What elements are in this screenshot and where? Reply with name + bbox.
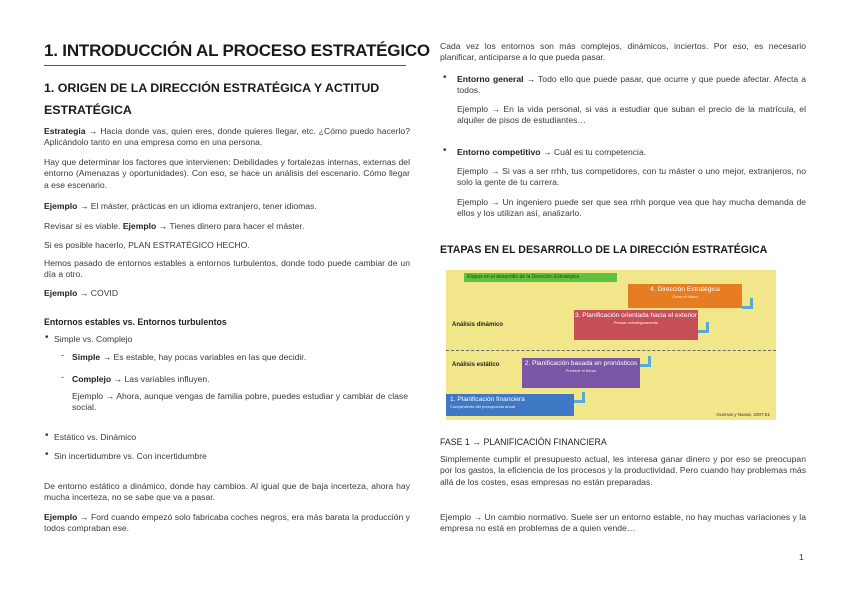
ejemplo-text: Tienes dinero para hacer el máster. xyxy=(167,221,305,231)
factores-paragraph: Hay que determinar los factores que intervienen: Debilidades y fortalezas internas, externas del entorno (Amenazas y oportunidades). Con eso, se hace un análisis del escenario. Cómo llegar a ese escenario. xyxy=(44,157,410,190)
estrategia-text: Hacia donde vas, quien eres, donde quieres llegar, etc. ¿Cómo puedo hacerlo? Aplicándolo tanto en una empresa como en una persona. xyxy=(44,126,410,148)
stage-2-subtitle: Predecir el futuro xyxy=(565,368,597,373)
bullet-dot: • xyxy=(45,430,49,441)
bullet-incertidumbre: Sin incertidumbre vs. Con incertidumbre xyxy=(54,451,207,461)
stage-1-subtitle: Cumplimiento del presupuesto anual xyxy=(450,404,515,409)
bullet-simple-complejo: Simple vs. Complejo xyxy=(54,334,133,344)
entornos-heading: Entornos estables vs. Entornos turbulentos xyxy=(44,317,227,327)
etapas-heading: ETAPAS EN EL DESARROLLO DE LA DIRECCIÓN ESTRATÉGICA xyxy=(440,244,768,256)
ejemplo-label: Ejemplo → xyxy=(44,288,89,298)
ejemplo-label: Ejemplo → xyxy=(122,221,168,231)
simple-label: Simple → xyxy=(72,352,112,362)
stage-1-title: 1. Planificación financiera xyxy=(450,396,525,403)
divider-line xyxy=(446,350,776,351)
ejemplo-text: Ford cuando empezó solo fabricaba coches negros, era más barata la producción y todos compraban ese. xyxy=(44,512,410,534)
estatico-paragraph: De entorno estático a dinámico, donde hay cambios. Al igual que de baja incerteza, ahora hay mucha incerteza, no se sabe que va a pasar. xyxy=(44,481,410,503)
entorno-general-ejemplo: Ejemplo → En la vida personal, si vas a estudiar que suban el precio de la matrícula, el alquiler de pisos de estudiantes… xyxy=(457,104,806,126)
stage-4-title: 4. Dirección Estratégica xyxy=(650,286,720,293)
fase-heading: FASE 1 → PLANIFICACIÓN FINANCIERA xyxy=(440,437,607,447)
competitivo-ejemplo-2: Ejemplo → Un ingeniero puede ser que sea rrhh porque vea que hay mucha demanda de ellos y los utilizan así, analizarlo. xyxy=(457,197,806,219)
ejemplo-ford xyxy=(44,512,410,535)
ejemplo-text: COVID xyxy=(88,288,119,298)
entorno-general-text: Todo ello que puede pasar, que ocurre y que puede afectar. Afecta a todos. xyxy=(457,74,806,96)
bullet-dot: • xyxy=(443,72,447,83)
ejemplo-label: Ejemplo → xyxy=(44,512,89,522)
pasado-paragraph: Hemos pasado de entornos estables a entornos turbulentos, donde todo puede cambiar de un día a otro. xyxy=(44,258,410,280)
ejemplo-master xyxy=(44,201,410,212)
complejo-ejemplo: Ejemplo → Ahora, aunque vengas de familia pobre, puedes estudiar y cambiar de clase social. xyxy=(72,391,408,413)
stage-connector xyxy=(742,298,753,309)
ejemplo-covid xyxy=(44,288,410,299)
diagram-source: Guerras y Navas, 2007:51 xyxy=(716,412,770,417)
complejo-label: Complejo → xyxy=(72,374,123,384)
bullet-dot: • xyxy=(443,145,447,156)
label-analisis-dinamico: Análisis dinámico xyxy=(452,322,504,328)
dash-marker: - xyxy=(61,350,64,360)
entorno-competitivo xyxy=(457,147,806,158)
etapas-diagram xyxy=(446,270,776,420)
dash-marker: - xyxy=(61,372,64,382)
intro-paragraph: Cada vez los entornos son más complejos, dinámicos, inciertos. Por eso, es necesario planificar, anticiparse a lo que pueda pasar. xyxy=(440,41,806,63)
stage-connector xyxy=(640,356,651,367)
stage-2-box xyxy=(522,358,640,388)
estrategia-paragraph xyxy=(44,126,410,149)
entorno-competitivo-text: Cuál es tu competencia. xyxy=(551,147,647,157)
bullet-estatico-dinamico: Estático vs. Dinámico xyxy=(54,432,137,442)
stage-3-box xyxy=(574,310,698,340)
complejo-item xyxy=(72,374,410,385)
revisar-text: Revisar si es viable. xyxy=(44,221,123,231)
bullet-dot: • xyxy=(45,332,49,343)
ejemplo-text: El máster, prácticas en un idioma extranjero, tener idiomas. xyxy=(88,201,317,211)
plan-hecho-paragraph: Si es posible hacerlo, PLAN ESTRATÉGICO HECHO. xyxy=(44,240,250,250)
page-number: 1 xyxy=(799,552,804,562)
estrategia-label: Estrategia → xyxy=(44,126,98,136)
simple-item xyxy=(72,352,410,363)
entorno-competitivo-label: Entorno competitivo → xyxy=(457,147,552,157)
competitivo-ejemplo-1: Ejemplo → Si vas a ser rrhh, tus competidores, con tu máster o uno mejor, extranjeros, no solo la gente de tu carrera. xyxy=(457,166,806,188)
stage-4-box xyxy=(628,284,742,308)
stage-3-subtitle: Pensar estratégicamente xyxy=(613,320,659,325)
entorno-general-label: Entorno general → xyxy=(457,74,536,84)
fase-paragraph: Simplemente cumplir el presupuesto actual, les interesa ganar dinero y por eso se preocupan por los gastos, la eficiencia de los procesos y la productividad. Pero cuando hay problemas más allá de los costes, esas empresas no están preparadas. xyxy=(440,454,806,487)
ejemplo-label: Ejemplo → xyxy=(44,201,89,211)
stage-2-title: 2. Planificación basada en pronósticos xyxy=(524,360,638,367)
stage-3-title: 3. Planificación orientada hacia el exterior xyxy=(574,312,698,319)
bullet-dot: • xyxy=(45,449,49,460)
stage-1-box xyxy=(446,394,574,416)
section-title: 1. ORIGEN DE LA DIRECCIÓN ESTRATÉGICA Y ACTITUD ESTRATÉGICA xyxy=(44,81,380,117)
simple-text: Es estable, hay pocas variables en las que decidir. xyxy=(111,352,307,362)
label-analisis-estatico: Análisis estático xyxy=(452,362,500,368)
entorno-general xyxy=(457,74,806,97)
stage-connector xyxy=(574,392,585,403)
complejo-text: Las variables influyen. xyxy=(122,374,210,384)
stage-connector xyxy=(698,322,709,333)
diagram-title: Etapas en el desarrollo de la Dirección Estratégica xyxy=(464,273,617,282)
stage-4-subtitle: Crear el futuro xyxy=(672,294,698,299)
fase-ejemplo: Ejemplo → Un cambio normativo. Suele ser un entorno estable, no hay muchas variaciones y la empresa no está en problemas de a quien vende… xyxy=(440,512,806,534)
page-title: 1. INTRODUCCIÓN AL PROCESO ESTRATÉGICO xyxy=(44,41,406,66)
revisar-paragraph xyxy=(44,221,410,232)
